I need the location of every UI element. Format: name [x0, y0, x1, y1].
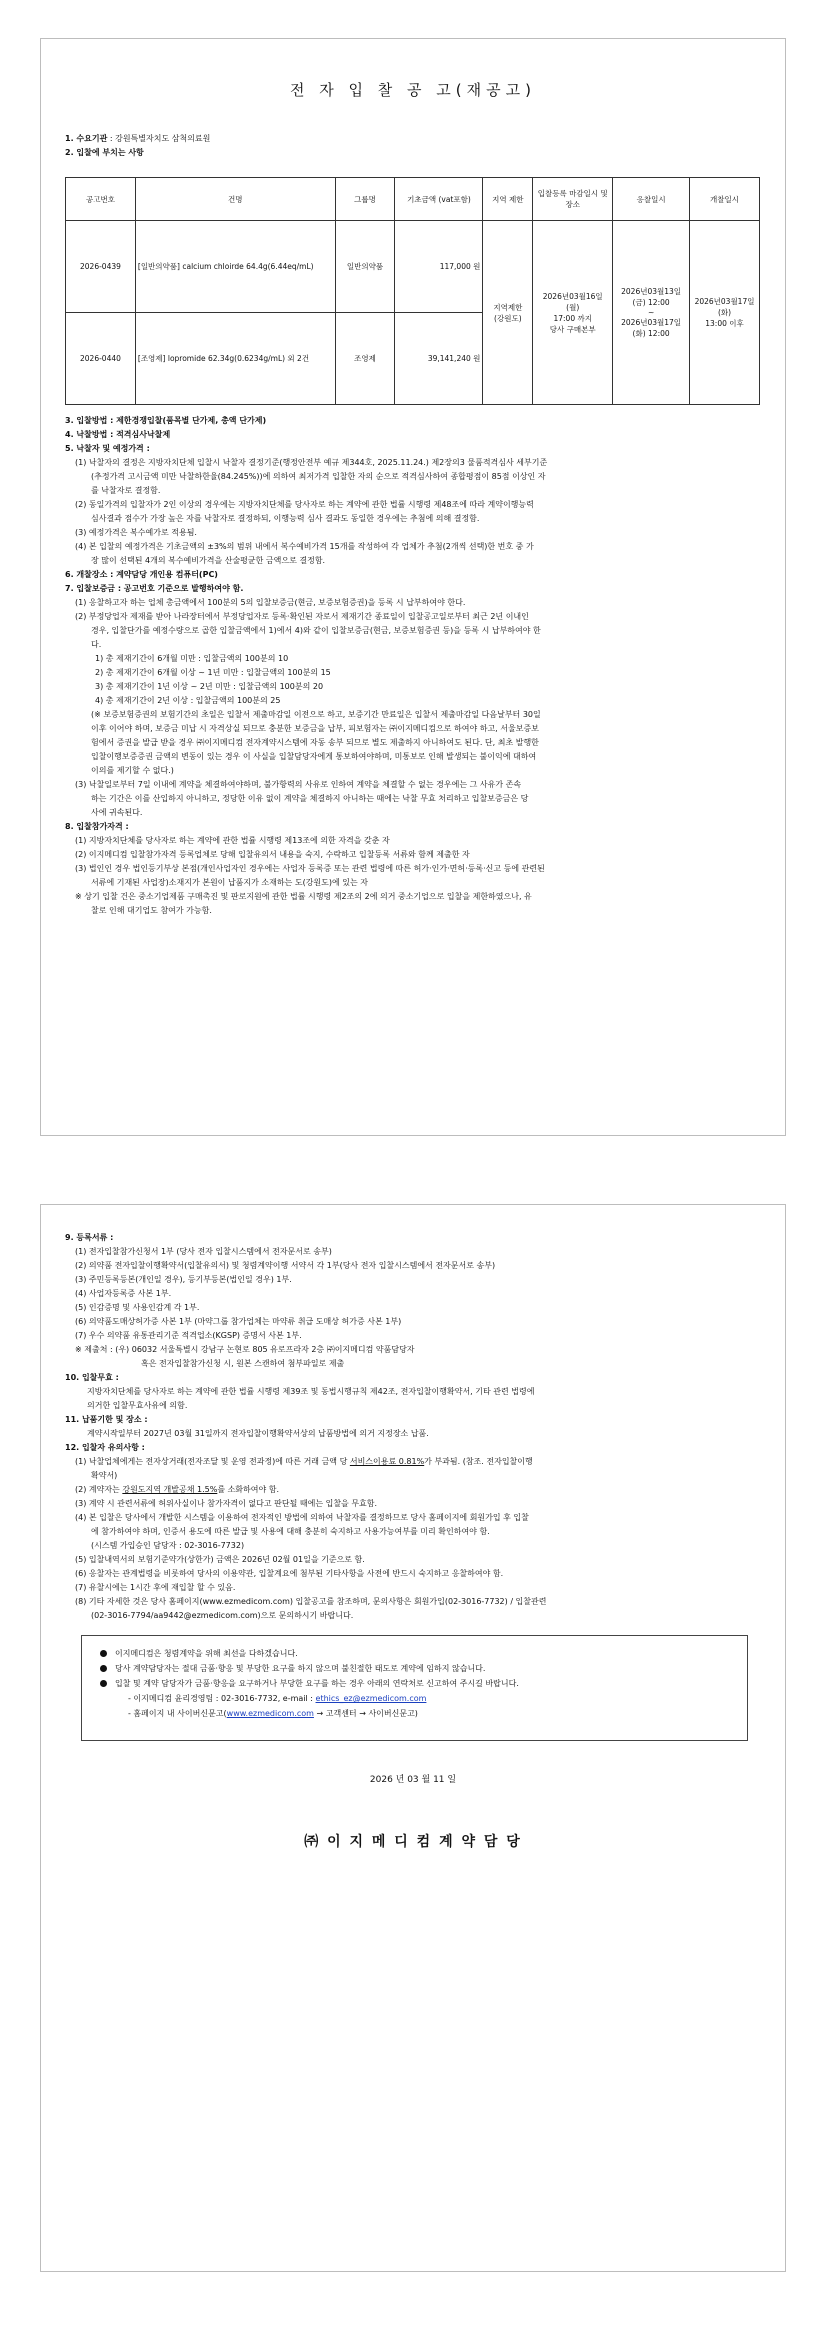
open-line: (화): [717, 308, 732, 317]
section-12-text-part: 를 소화하여야 함.: [217, 1485, 280, 1494]
ethics-line: [100, 1678, 519, 1689]
section-5-text: (3) 예정가격은 복수예가로 적용됨.: [75, 528, 197, 537]
ethics-contact-line: [128, 1693, 426, 1704]
section-7-text: (3) 낙찰일로부터 7일 이내에 계약을 체결하여야하며, 불가항력의 사유로 인하여 계약을 체결할 수 없는 경우에는 그 사유가 존속: [75, 780, 522, 789]
ethics-line-text: 당사 계약담당자는 절대 금품·향응 및 부당한 요구를 하지 않으며 불친절한 태도로 계약에 임하지 않습니다.: [115, 1664, 486, 1673]
header-cell: 개찰일시: [690, 178, 760, 221]
ethics-line: [100, 1648, 298, 1659]
deadline-cell: [533, 221, 613, 405]
bid-period-line: (화) 12:00: [632, 329, 670, 338]
table-row: [66, 221, 760, 313]
section-12-text-part: 가 부과됨. (참조. 전자입찰이행: [424, 1457, 533, 1466]
region-cell: [483, 221, 533, 405]
section-12-text: [75, 1456, 533, 1467]
section-9-text: (3) 주민등록등본(개인일 경우), 등기부등본(법인일 경우) 1부.: [75, 1275, 292, 1284]
section-6: 6. 개찰장소 : 계약담당 개인용 컴퓨터(PC): [65, 570, 218, 579]
header-cell: 지역 제한: [483, 178, 533, 221]
deadline-line: (월): [566, 302, 580, 312]
section-5-text: 장 많이 선택된 4개의 복수예비가격을 산술평균한 금액으로 결정함.: [91, 556, 326, 565]
notice-page-2: [40, 1204, 786, 2272]
section-12-text: 확약서): [91, 1471, 118, 1480]
section-9-text: (6) 의약품도매상허가증 사본 1부 (마약그룹 참가업체는 마약류 취급 도매상 허가증 사본 1부): [75, 1317, 402, 1326]
ethics-line-text: 이지메디컴은 청렴계약을 위해 최선을 다하겠습니다.: [115, 1649, 298, 1658]
section-7-note: 이후 이어야 하며, 보증금 미납 시 자격상실 되므로 충분한 보증금을 납부, 피보험자는 ㈜이지메디컴으로 하여야 하고, 서울보증보: [91, 724, 539, 733]
open-cell: [690, 221, 760, 405]
section-12-text: (시스템 가입승인 담당자 : 02-3016-7732): [91, 1541, 245, 1550]
section-12-text: (7) 유찰시에는 1시간 후에 재입찰 할 수 있음.: [75, 1583, 236, 1592]
section-9-heading: 9. 등록서류 :: [65, 1233, 114, 1242]
homepage-link[interactable]: www.ezmedicom.com: [226, 1709, 314, 1718]
bid-period-cell: [613, 221, 690, 405]
deadline-line: 당사 구매본부: [549, 324, 596, 334]
base-amount: 39,141,240 원: [395, 313, 483, 405]
base-amount: 117,000 원: [395, 221, 483, 313]
section-8-note: 찰로 인해 대기업도 참여가 가능함.: [91, 906, 212, 915]
ethics-notice-box: [81, 1635, 748, 1741]
section-7-item: 4) 총 제재기간이 2년 이상 : 입찰금액의 100분의 25: [95, 696, 281, 705]
section-7-item: 1) 총 제재기간이 6개월 미만 : 입찰금액의 100분의 10: [95, 654, 289, 663]
demand-agency: [65, 133, 210, 144]
header-cell: 공고번호: [66, 178, 136, 221]
region-line: 지역제한: [493, 302, 523, 312]
section-11-heading: 11. 납품기한 및 장소 :: [65, 1415, 148, 1424]
demand-agency-value: : 강원특별자치도 삼척의료원: [109, 134, 211, 143]
section-7-note: (※ 보증보험증권의 보험기간의 초일은 입찰서 제출마감일 이전으로 하고, 보증기간 만료일은 입찰서 제출마감일 다음날부터 30일: [91, 710, 541, 719]
section-9-text: (4) 사업자등록증 사본 1부.: [75, 1289, 172, 1298]
section-5-text: (4) 본 입찰의 예정가격은 기초금액의 ±3%의 범위 내에서 복수예비가격 15개를 작성하여 각 업체가 추첨(2개씩 선택)한 번호 중 가: [75, 542, 534, 551]
section-5-text: 를 낙찰자로 결정함.: [91, 486, 161, 495]
section-12-text-part: (2) 계약자는: [75, 1485, 123, 1494]
bullet-icon: [100, 1650, 107, 1657]
ethics-line: [100, 1663, 485, 1674]
section-9-text: (1) 전자입찰참가신청서 1부 (당사 전자 입찰시스템에서 전자문서로 송부): [75, 1247, 332, 1256]
section-9-note: 혹은 전자입찰참가신청 시, 원본 스캔하여 첨부파일로 제출: [141, 1359, 345, 1368]
section-12-text: (3) 계약 시 관련서류에 허위사실이나 참가자격이 없다고 판단될 때에는 입찰을 무효함.: [75, 1499, 378, 1508]
group-name: 일반의약품: [335, 221, 395, 313]
bid-period-line: 2026년03월17일: [621, 318, 682, 327]
header-cell: 그룹명: [335, 178, 395, 221]
section-12-text: 에 참가하여야 하며, 인증서 용도에 따른 발급 및 사용에 대해 충분히 숙지하고 사용가능여부를 미리 확인하여야 함.: [91, 1527, 490, 1536]
notice-number: 2026-0439: [66, 221, 136, 313]
bid-items-table: [65, 177, 760, 405]
service-fee-highlight: 서비스이용료 0.81%: [349, 1457, 425, 1466]
deadline-line: 2026년03월16일: [542, 291, 603, 301]
item-name: [일반의약품] calcium chloirde 64.4g(6.44eq/mL): [135, 221, 335, 313]
section-5-text: (1) 낙찰자의 결정은 지방자치단체 입찰시 낙찰자 결정기준(행정안전부 예규 제344호, 2025.11.24.) 제2장의3 물품적격심사 세부기준: [75, 458, 548, 467]
bid-period-line: (금) 12:00: [632, 298, 670, 307]
bullet-icon: [100, 1665, 107, 1672]
section-9-text: (5) 인감증명 및 사용인감계 각 1부.: [75, 1303, 200, 1312]
section-8-text: (1) 지방자치단체를 당사자로 하는 계약에 관한 법률 시행령 제13조에 의한 자격을 갖춘 자: [75, 836, 390, 845]
cyber-petition-line: [128, 1708, 418, 1719]
ethics-email-link[interactable]: ethics_ez@ezmedicom.com: [315, 1694, 427, 1703]
section-3: 3. 입찰방법 : 제한경쟁입찰(품목별 단가제, 총액 단가제): [65, 416, 267, 425]
section-5-text: (2) 동일가격의 입찰자가 2인 이상의 경우에는 지방자치단체를 당사자로 하는 계약에 관한 법률 시행령 제48조에 따라 계약이행능력: [75, 500, 534, 509]
bid-period-line: 2026년03월13일: [621, 287, 682, 296]
header-cell: 건명: [135, 178, 335, 221]
header-cell: 기초금액 (vat포함): [395, 178, 483, 221]
section-5-text: (추정가격 고시금액 미만 낙찰하한율(84.245%))에 의하여 최저가격 입찰한 자의 순으로 적격심사하여 종합평점이 85점 이상인 자: [91, 472, 546, 481]
section-8-text: 서류에 기재된 사업장)소재지가 본원이 납품지가 소재하는 도(강원도)에 있는 자: [91, 878, 368, 887]
open-line: 13:00 이후: [705, 319, 744, 328]
region-line: (강원도): [494, 313, 522, 323]
section-12-text-part: (1) 낙찰업체에게는 전자상거래(전자조달 및 운영 전과정)에 따른 거래 금액 당: [75, 1457, 350, 1466]
section-7-text: (2) 부정당업자 제재를 받아 나라장터에서 부정당업자로 등록·확인된 자로서 제재기간 종료일이 입찰공고일로부터 최근 2년 이내인: [75, 612, 529, 621]
section-12-text: (5) 입찰내역서의 보험기준약가(상한가) 금액은 2026년 02월 01일을 기준으로 함.: [75, 1555, 365, 1564]
section-10-text: 의거한 입찰무효사유에 의함.: [87, 1401, 188, 1410]
section-5-text: 심사결과 점수가 가장 높은 자를 낙찰자로 결정하되, 이행능력 심사 결과도 동일한 경우에는 추첨에 의해 결정함.: [91, 514, 480, 523]
header-cell: 입찰등록 마감일시 및 장소: [533, 178, 613, 221]
demand-agency-label: 1. 수요기관: [65, 134, 108, 143]
cyber-petition-text: - 홈페이지 내 사이버신문고(: [128, 1709, 227, 1718]
section-8-note: ※ 상기 입찰 건은 중소기업제품 구매촉진 및 판로지원에 관한 법률 시행령 제2조의 2에 의거 중소기업으로 입찰을 제한하였으나, 유: [75, 892, 532, 901]
section-7-note: 입찰이행보증증권 금액의 변동이 있는 경우 이 사실을 입찰담당자에게 통보하여야하며, 미통보로 인해 발생되는 불이익에 대하여: [91, 752, 537, 761]
section-9-text: (7) 우수 의약품 유통관리기준 적격업소(KGSP) 증명서 사본 1부.: [75, 1331, 302, 1340]
section-10-text: 지방자치단체를 당사자로 하는 계약에 관한 법률 시행령 제39조 및 동법시행규칙 제42조, 전자입찰이행확약서, 기타 관련 법령에: [87, 1387, 535, 1396]
ethics-contact-text: - 이지메디컴 윤리경영팀 : 02-3016-7732, e-mail :: [128, 1694, 316, 1703]
section-7-heading: 7. 입찰보증금 : 공고번호 기준으로 발행하여야 함.: [65, 584, 244, 593]
section-10-heading: 10. 입찰무효 :: [65, 1373, 119, 1382]
section-12-heading: 12. 입찰자 유의사항 :: [65, 1443, 145, 1452]
section-12-text: (6) 응찰자는 관계법령을 비롯하여 당사의 이용약관, 입찰계요에 첨부된 기타사항을 사전에 반드시 숙지하고 응찰하여야 함.: [75, 1569, 504, 1578]
open-line: 2026년03월17일: [694, 297, 755, 306]
section-11-text: 계약시작일부터 2027년 03월 31일까지 전자입찰이행확약서상의 납품방법에 의거 지정장소 납품.: [87, 1429, 429, 1438]
section-8-text: (2) 이지메디컴 입찰참가자격 등록업체로 당해 입찰유의서 내용을 숙지, 수락하고 입찰등록 서류와 함께 제출한 자: [75, 850, 470, 859]
header-cell: 응찰일시: [613, 178, 690, 221]
ethics-line-text: 입찰 및 계약 담당자가 금품·향응을 요구하거나 부당한 요구를 하는 경우 아래의 연락처로 신고하여 주시길 바랍니다.: [115, 1679, 519, 1688]
section-12-text: [75, 1484, 279, 1495]
notice-number: 2026-0440: [66, 313, 136, 405]
section-7-text: 경우, 입찰단가를 예정수량으로 곱한 입찰금액에서 1)에서 4)와 같이 입찰보증금(현금, 보증보험증권 등)을 등록 시 납부하여야 한: [91, 626, 541, 635]
section-7-text: 사에 귀속된다.: [91, 808, 143, 817]
notice-page-1: [40, 38, 786, 1136]
section-9-note: ※ 제출처 : (우) 06032 서울특별시 강남구 논현로 805 유로프라자 2층 ㈜이지메디컴 약품담당자: [75, 1345, 415, 1354]
section-7-item: 3) 총 제재기간이 1년 이상 ~ 2년 미만 : 입찰금액의 100분의 20: [95, 682, 324, 691]
section-9-text: (2) 의약품 전자입찰이행확약서(입찰유의서) 및 청렴계약이행 서약서 각 1부(당사 전자 입찰시스템에서 전자문서로 송부): [75, 1261, 496, 1270]
bid-period-line: ~: [647, 308, 655, 317]
table-header-row: [66, 178, 760, 221]
section-8-text: (3) 법인인 경우 법인등기부상 본점(개인사업자인 경우에는 사업자 등록증 또는 관련 법령에 따른 허가·인가·면허·등록·신고 등에 관련된: [75, 864, 545, 873]
section-12-text: (4) 본 입찰은 당사에서 개발한 시스템을 이용하여 전자적인 방법에 의하여 낙찰자를 결정하므로 당사 홈페이지에 회원가입 후 입찰: [75, 1513, 529, 1522]
deadline-line: 17:00 까지: [553, 313, 592, 323]
section-7-text: 하는 기간은 이를 산입하지 아니하고, 정당한 이유 없이 계약을 체결하지 아니하는 때에는 낙찰 무효 처리하고 입찰보증금은 당: [91, 794, 529, 803]
section-7-note: 이의를 제기할 수 없다.): [91, 766, 174, 775]
section-8-heading: 8. 입찰참가자격 :: [65, 822, 129, 831]
section-2-heading: 2. 입찰에 부치는 사항: [65, 148, 144, 157]
section-12-text: (02-3016-7794/aa9442@ezmedicom.com)으로 문의하시기 바랍니다.: [91, 1611, 354, 1620]
section-7-item: 2) 총 제재기간이 6개월 이상 ~ 1년 미만 : 입찰금액의 100분의 15: [95, 668, 331, 677]
section-4: 4. 낙찰방법 : 적격심사낙찰제: [65, 430, 171, 439]
issuer-signature: ㈜ 이 지 메 디 컴 계 약 담 당: [304, 1834, 522, 1850]
notice-title: 전 자 입 찰 공 고(재공고): [290, 81, 536, 99]
section-12-text: (8) 기타 자세한 것은 당사 홈페이지(www.ezmedicom.com) 입찰공고를 참조하며, 문의사항은 회원가입(02-3016-7732) / 입찰관련: [75, 1597, 547, 1606]
bond-highlight: 강원도지역 개발공채 1.5%: [122, 1485, 218, 1494]
item-name: [조영제] lopromide 62.34g(0.6234g/mL) 외 2건: [135, 313, 335, 405]
group-name: 조영제: [335, 313, 395, 405]
bullet-icon: [100, 1680, 107, 1687]
section-7-text: (1) 응찰하고자 하는 업체 총금액에서 100분의 5의 입찰보증금(현금, 보증보험증권)을 등록 시 납부하여야 한다.: [75, 598, 466, 607]
section-5-heading: 5. 낙찰자 및 예정가격 :: [65, 444, 150, 453]
section-7-note: 험에서 증권을 발급 받을 경우 ㈜이지메디컴 전자계약시스템에 자동 송부 되므로 별도 제출하지 아니하여도 된다. 단, 최초 발행한: [91, 738, 539, 747]
section-7-text: 다.: [91, 640, 102, 649]
cyber-petition-path: → 고객센터 → 사이버신문고): [313, 1709, 418, 1718]
notice-date: 2026 년 03 월 11 일: [369, 1775, 457, 1785]
